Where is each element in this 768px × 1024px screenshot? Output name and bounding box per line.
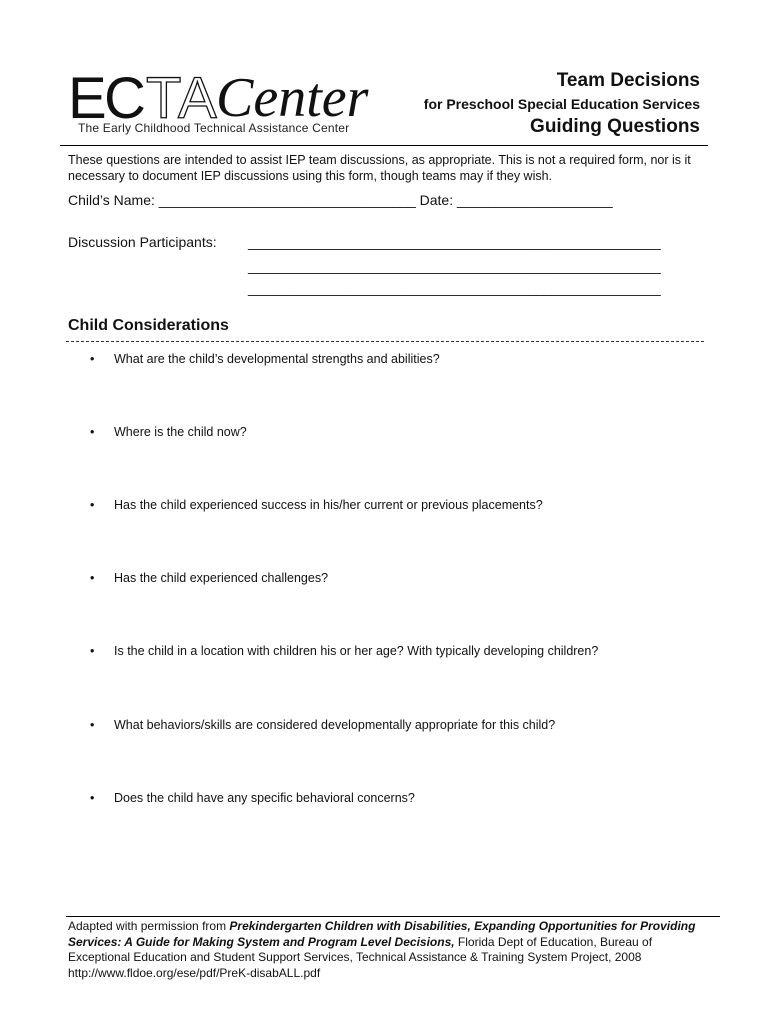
bullet-icon: • [90,644,95,658]
logo-letter-e: E [68,66,107,124]
logo-letter-t: T [146,66,182,124]
footer-citation [68,919,708,981]
question-text: What are the child’s developmental strengths and abilities? [114,352,440,366]
participant-field-3[interactable]: _____________________________________________________ [248,280,661,296]
logo-letter-c: C [104,66,146,124]
child-name-label: Child’s Name: [68,192,155,208]
logo-tagline: The Early Childhood Technical Assistance Center [78,121,350,135]
question-item [90,570,328,586]
question-text: Does the child have any specific behavioral concerns? [114,791,415,805]
question-item [90,643,598,659]
question-item [90,424,247,440]
date-field[interactable]: ____________________ [456,192,613,208]
footer-source-title: Prekindergarten Children with Disabilities, Expanding Opportunities for Providing Services: A Guide for Making System and Program Level Decisions, [68,919,696,949]
question-text: What behaviors/skills are considered developmentally appropriate for this child? [114,718,556,732]
intro-paragraph: These questions are intended to assist IEP team discussions, as appropriate. This is not a required form, nor is it necessary to document IEP discussions using this form, though teams may if they wish. [68,153,691,183]
question-text: Is the child in a location with children his or her age? With typically developing children? [114,644,599,658]
question-item [90,790,415,806]
question-item [90,497,543,513]
footer-divider [66,916,720,917]
question-item [90,717,555,733]
logo-word-center: Center [216,67,369,124]
bullet-icon: • [90,352,95,366]
section-title: Child Considerations [68,317,229,334]
question-text: Where is the child now? [114,425,247,439]
logo-letter-a: A [178,66,217,124]
participant-field-1[interactable]: _____________________________________________________ [248,234,661,250]
bullet-icon: • [90,425,95,439]
bullet-icon: • [90,718,95,732]
footer-details: Florida Dept of Education, Bureau of Exceptional Education and Student Support Services, Technical Assistance & Training System Project, 2008 http://www.fldoe.org/ese/pdf/PreK-disabALL.pdf [68,934,653,980]
bullet-icon: • [90,791,95,805]
participant-field-2[interactable]: _____________________________________________________ [248,258,661,274]
document-subtitle: for Preschool Special Education Services [423,96,700,112]
child-name-field[interactable]: _________________________________ [158,192,416,208]
date-label: Date: [419,192,454,208]
question-item [90,351,440,367]
participants-label: Discussion Participants: [68,234,217,250]
bullet-icon: • [90,498,95,512]
question-text: Has the child experienced success in his/her current or previous placements? [114,498,543,512]
footer-prefix: Adapted with permission from [68,919,230,933]
document-heading: Guiding Questions [530,116,700,137]
bullet-icon: • [90,571,95,585]
document-title: Team Decisions [556,70,700,91]
question-text: Has the child experienced challenges? [114,571,329,585]
